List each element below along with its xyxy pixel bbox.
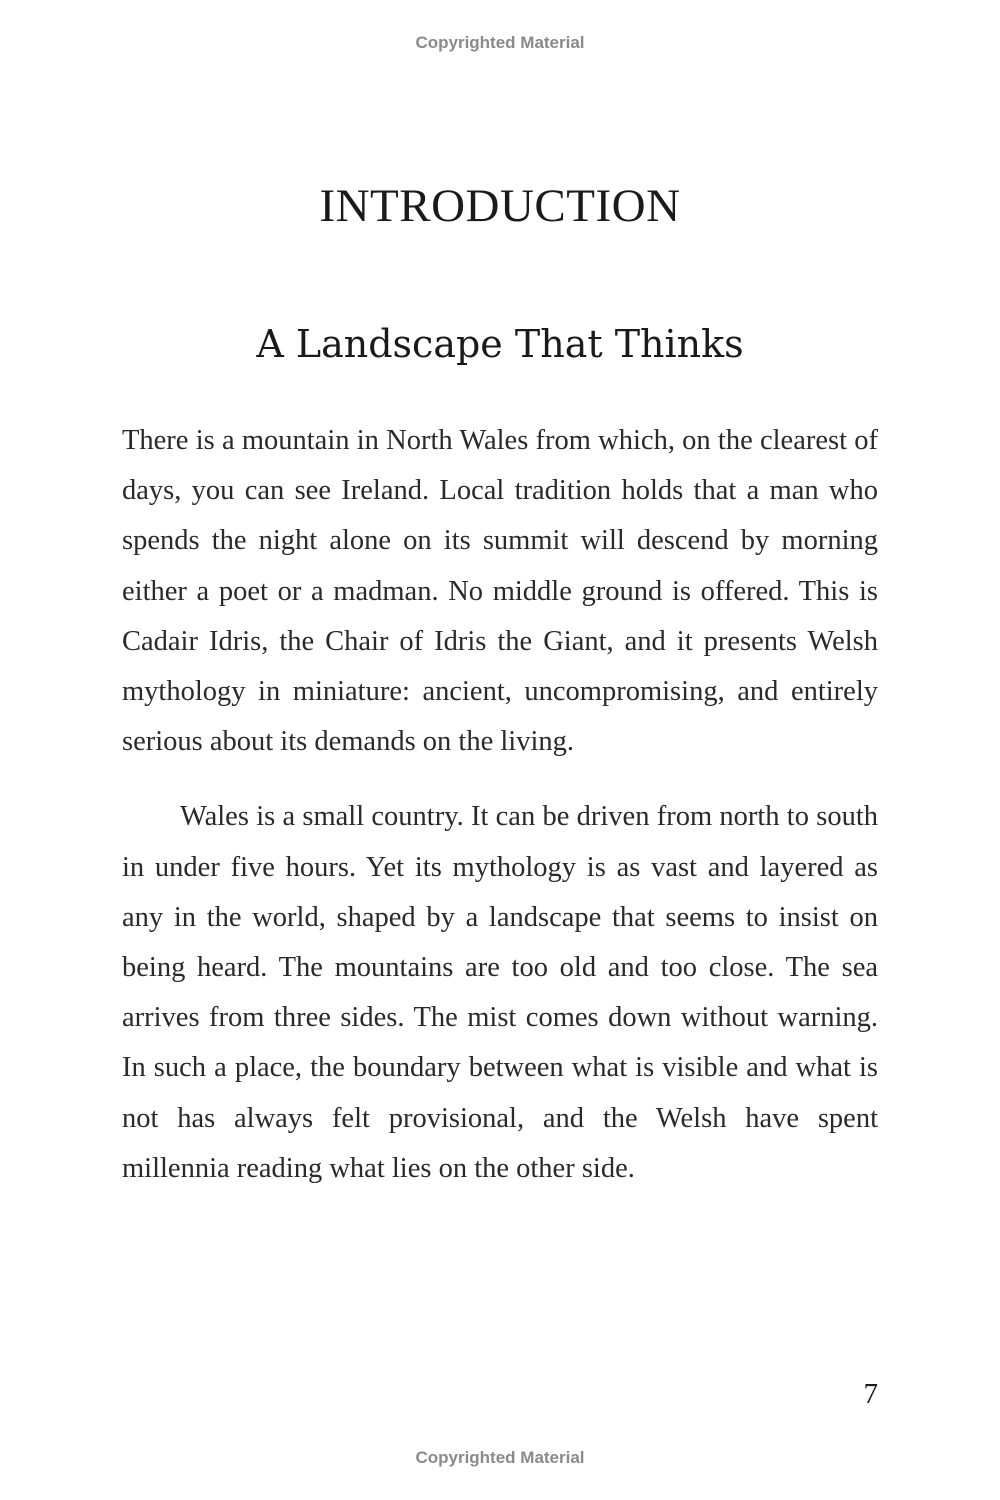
copyright-watermark-bottom: Copyrighted Material (415, 1448, 585, 1467)
paragraph-1: There is a mountain in North Wales from which, on the clearest of days, you can see Ireland. Local tradition holds that a man who spends the night alone on its summit will descend by morning either a poet or a madman. No middle ground is offered. This is Cadair Idris, the Chair of Idris the Giant, and it presents Welsh mythology in miniature: ancient, uncompromising, and entirely serious about its demands on the living. (122, 425, 878, 758)
page-number: 7 (863, 1378, 878, 1410)
section-title: A Landscape That Thinks (256, 322, 744, 366)
chapter-title: INTRODUCTION (319, 180, 681, 232)
body-text (122, 416, 878, 1194)
paragraph-2: Wales is a small country. It can be driven from north to south in under five hours. Yet its mythology is as vast and layered as any in the world, shaped by a landscape that seems to insist on being heard. The mountains are too old and too close. The sea arrives from three sides. The mist comes down without warning. In such a place, the boundary between what is visible and what is not has always felt provisional, and the Welsh have spent millennia reading what lies on the other side. (122, 801, 878, 1184)
copyright-watermark-top: Copyrighted Material (415, 33, 585, 52)
